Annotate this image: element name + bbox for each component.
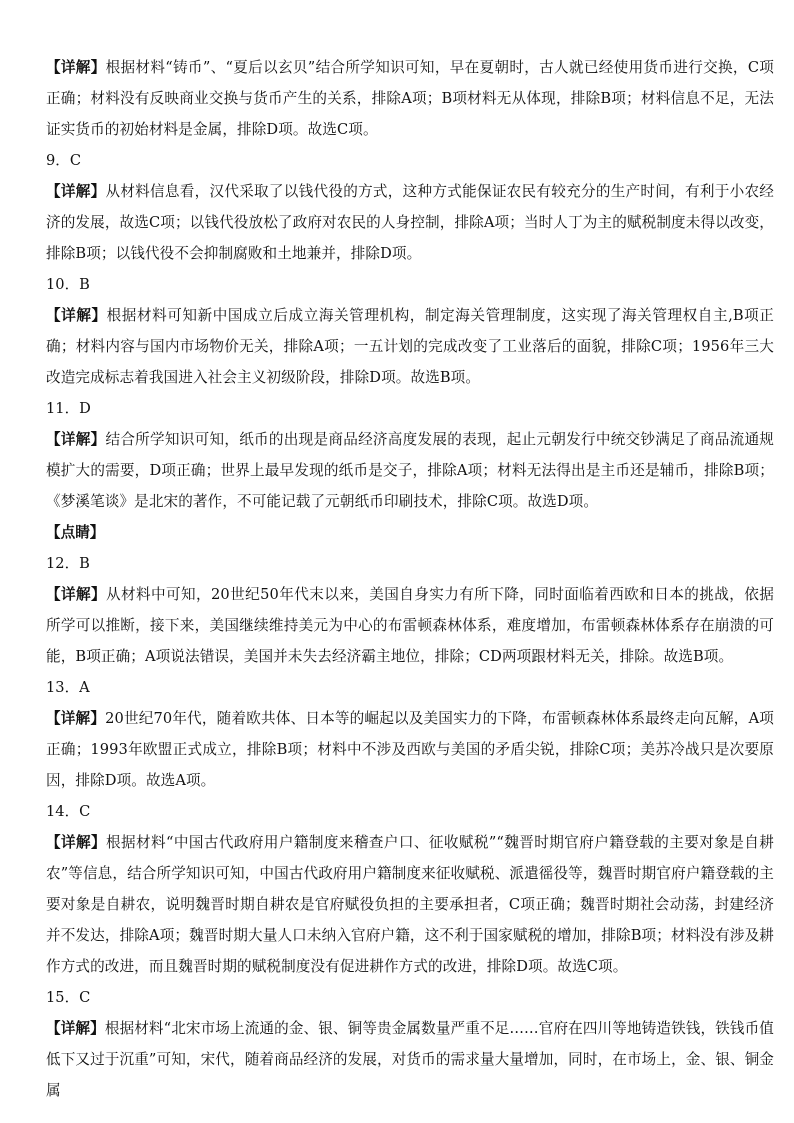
explanation-text: 根据材料可知新中国成立后成立海关管理机构，制定海关管理制度，这实现了海关管理权自主,B项正确；材料内容与国内市场物价无关，排除A项；一五计划的完成改变了工业落后的面貌，排除C项；1956年三大改造完成标志着我国进入社会主义初级阶段，排除D项。故选B项。 [46,307,774,386]
answer-11: 11．D [46,400,91,417]
explanation-tag: 【详解】 [46,586,107,603]
explanation-paragraph-11 [46,424,774,517]
explanation-tag: 【详解】 [46,710,106,727]
explanation-text: 根据材料“铸币”、“夏后以玄贝”结合所学知识可知，早在夏朝时，古人就已经使用货币进行交换，C项正确；材料没有反映商业交换与货币产生的关系，排除A项；B项材料无从体现，排除B项；材料信息不足，无法证实货币的初始材料是金属，排除D项。故选C项。 [46,59,774,138]
explanation-text: 根据材料“北宋市场上流通的金、银、铜等贵金属数量严重不足……官府在四川等地铸造铁钱，铁钱币值低下又过于沉重”可知，宋代，随着商品经济的发展，对货币的需求量大量增加，同时，在市场上，金、银、铜金属 [46,1020,774,1099]
explanation-paragraph-15 [46,1013,774,1106]
explanation-paragraph-9 [46,176,774,269]
explanation-paragraph-14 [46,827,774,982]
answer-10: 10．B [46,276,90,293]
explanation-paragraph-12 [46,579,774,672]
answer-15: 15．C [46,989,91,1006]
explanation-tag: 【详解】 [46,59,106,76]
answer-13: 13．A [46,679,90,696]
explanation-tag: 【详解】 [46,183,106,200]
explanation-tag: 【详解】 [46,431,106,448]
explanation-tag: 【详解】 [46,307,107,324]
explanation-paragraph-10 [46,300,774,393]
explanation-tag: 【详解】 [46,834,106,851]
answer-14: 14．C [46,803,91,820]
explanation-text: 20世纪70年代，随着欧共体、日本等的崛起以及美国实力的下降，布雷顿森林体系最终走向瓦解，A项正确；1993年欧盟正式成立，排除B项；材料中不涉及西欧与美国的矛盾尖锐，排除C项；美苏冷战只是次要原因，排除D项。故选A项。 [46,710,774,789]
document-page [46,52,774,1106]
explanation-tag: 【详解】 [46,1020,105,1037]
key-point-heading: 【点睛】 [46,524,105,541]
explanation-text: 结合所学知识可知，纸币的出现是商品经济高度发展的表现，起止元朝发行中统交钞满足了商品流通规模扩大的需要，D项正确；世界上最早发现的纸币是交子，排除A项；材料无法得出是主币还是辅币，排除B项；《梦溪笔谈》是北宋的著作，不可能记载了元朝纸币印刷技术，排除C项。故选D项。 [46,431,774,510]
answer-9: 9．C [46,152,82,169]
explanation-text: 从材料信息看，汉代采取了以钱代役的方式，这种方式能保证农民有较充分的生产时间，有利于小农经济的发展，故选C项；以钱代役放松了政府对农民的人身控制，排除A项；当时人丁为主的赋税制度未得以改变，排除B项；以钱代役不会抑制腐败和土地兼并，排除D项。 [46,183,774,262]
explanation-paragraph-8 [46,52,774,145]
explanation-text: 从材料中可知，20世纪50年代末以来，美国自身实力有所下降，同时面临着西欧和日本的挑战，依据所学可以推断，接下来，美国继续维持美元为中心的布雷顿森林体系，难度增加，布雷顿森林体系存在崩溃的可能，B项正确；A项说法错误，美国并未失去经济霸主地位，排除；CD两项跟材料无关，排除。故选B项。 [46,586,774,665]
explanation-text: 根据材料“中国古代政府用户籍制度来稽查户口、征收赋税”“魏晋时期官府户籍登载的主要对象是自耕农”等信息，结合所学知识可知，中国古代政府用户籍制度来征收赋税、派遣徭役等，魏晋时期官府户籍登载的主要对象是自耕农，说明魏晋时期自耕农是官府赋役负担的主要承担者，C项正确；魏晋时期社会动荡，封建经济并不发达，排除A项；魏晋时期大量人口未纳入官府户籍，这不利于国家赋税的增加，排除B项；材料没有涉及耕作方式的改进，而且魏晋时期的赋税制度没有促进耕作方式的改进，排除D项。故选C项。 [46,834,774,975]
explanation-paragraph-13 [46,703,774,796]
answer-12: 12．B [46,555,90,572]
